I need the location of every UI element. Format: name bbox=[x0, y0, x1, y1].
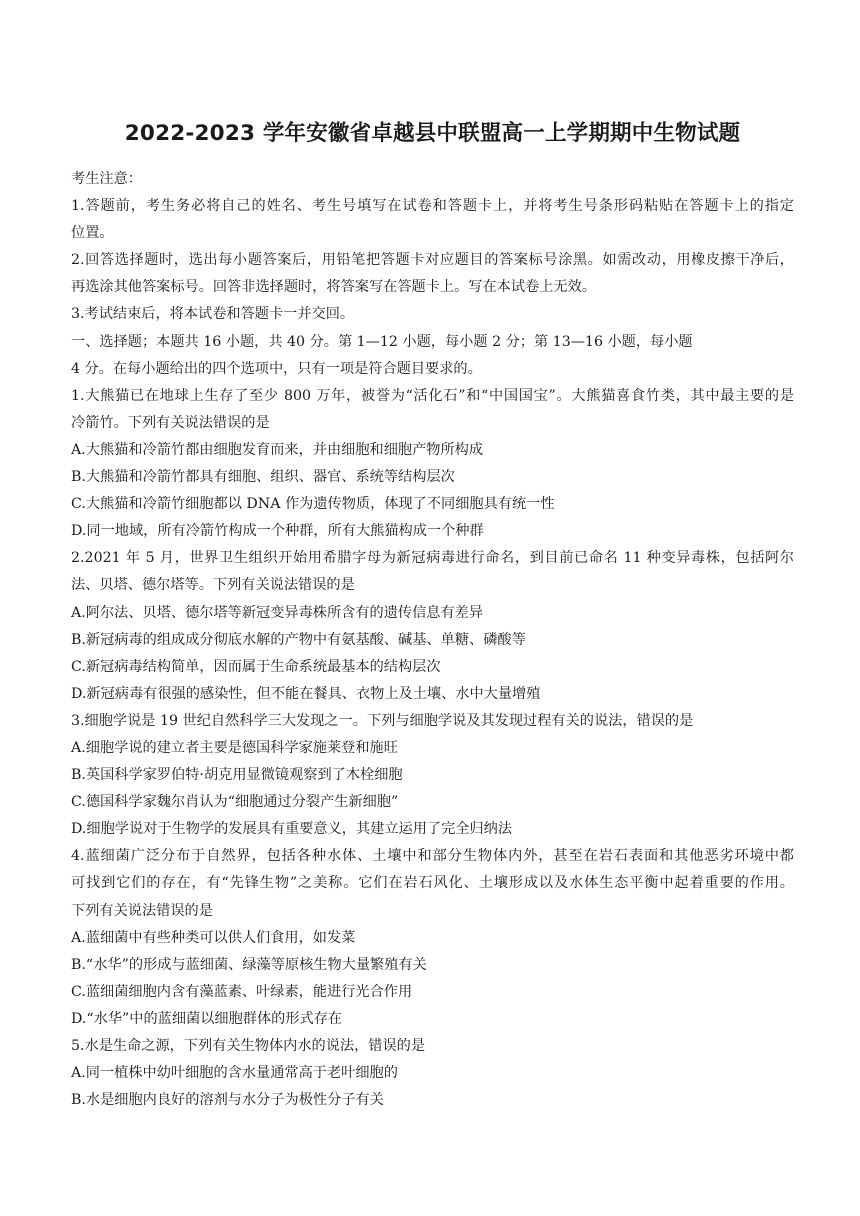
text-line: 3.细胞学说是 19 世纪自然科学三大发现之一。下列与细胞学说及其发现过程有关的说法，错误的是 bbox=[71, 712, 694, 729]
text-line: 1.答题前，考生务必将自己的姓名、考生号填写在试卷和答题卡上，并将考生号条形码粘贴在答题卡上的指定 bbox=[71, 198, 794, 215]
text-line: 3.考试结束后，将本试卷和答题卡一并交回。 bbox=[71, 306, 355, 323]
text-line: B.大熊猫和冷箭竹都具有细胞、组织、器官、系统等结构层次 bbox=[71, 469, 455, 486]
text-line: 位置。 bbox=[71, 225, 114, 242]
text-line: B.水是细胞内良好的溶剂与水分子为极性分子有关 bbox=[71, 1092, 384, 1109]
text-line: B.英国科学家罗伯特·胡克用显微镜观察到了木栓细胞 bbox=[71, 767, 403, 784]
text-line: D.同一地域，所有冷箭竹构成一个种群，所有大熊猫构成一个种群 bbox=[71, 523, 484, 540]
text-line: 4.蓝细菌广泛分布于自然界，包括各种水体、土壤中和部分生物体内外，甚至在岩石表面和其他恶劣环境中都 bbox=[71, 848, 794, 865]
text-line: 下列有关说法错误的是 bbox=[71, 902, 213, 919]
text-line: 一、选择题；本题共 16 小题，共 40 分。第 1—12 小题，每小题 2 分；第 13—16 小题，每小题 bbox=[71, 333, 693, 350]
text-line: 4 分。在每小题给出的四个选项中，只有一项是符合题目要求的。 bbox=[71, 360, 482, 377]
text-line: 冷箭竹。下列有关说法错误的是 bbox=[71, 414, 270, 431]
text-line: A.细胞学说的建立者主要是德国科学家施莱登和施旺 bbox=[71, 739, 398, 756]
text-line: C.新冠病毒结构简单，因而属于生命系统最基本的结构层次 bbox=[71, 658, 441, 675]
text-line: A.蓝细菌中有些种类可以供人们食用，如发菜 bbox=[71, 929, 356, 946]
text-line: D.细胞学说对于生物学的发展具有重要意义，其建立运用了完全归纳法 bbox=[71, 821, 513, 838]
text-line: 2.回答选择题时，选出每小题答案后，用铅笔把答题卡对应题目的答案标号涂黑。如需改动，用橡皮擦干净后， bbox=[71, 252, 794, 269]
text-line: 可找到它们的存在，有“先锋生物”之美称。它们在岩石风化、土壤形成以及水体生态平衡中起着重要的作用。 bbox=[71, 875, 794, 892]
exam-body bbox=[71, 166, 794, 1114]
text-line: D.“水华”中的蓝细菌以细胞群体的形式存在 bbox=[71, 1010, 343, 1027]
text-line: B.“水华”的形成与蓝细菌、绿藻等原核生物大量繁殖有关 bbox=[71, 956, 427, 973]
text-line: C.大熊猫和冷箭竹细胞都以 DNA 作为遗传物质，体现了不同细胞具有统一性 bbox=[71, 496, 555, 513]
text-line: 法、贝塔、德尔塔等。下列有关说法错误的是 bbox=[71, 577, 355, 594]
text-line: A.大熊猫和冷箭竹都由细胞发育而来，并由细胞和细胞产物所构成 bbox=[71, 441, 484, 458]
text-line: 再选涂其他答案标号。回答非选择题时，将答案写在答题卡上。写在本试卷上无效。 bbox=[71, 279, 596, 296]
text-line: 2.2021 年 5 月，世界卫生组织开始用希腊字母为新冠病毒进行命名，到目前已命名 11 种变异毒株，包括阿尔 bbox=[71, 550, 794, 567]
text-line: 1.大熊猫已在地球上生存了至少 800 万年，被誉为“活化石”和“中国国宝”。大熊猫喜食竹类，其中最主要的是 bbox=[71, 387, 794, 404]
exam-title: 2022-2023 学年安徽省卓越县中联盟高一上学期期中生物试题 bbox=[124, 121, 741, 146]
text-line: 考生注意： bbox=[71, 171, 142, 187]
text-line: B.新冠病毒的组成成分彻底水解的产物中有氨基酸、碱基、单糖、磷酸等 bbox=[71, 631, 526, 648]
text-line: D.新冠病毒有很强的感染性，但不能在餐具、衣物上及土壤、水中大量增殖 bbox=[71, 685, 541, 702]
text-line: 5.水是生命之源，下列有关生物体内水的说法，错误的是 bbox=[71, 1038, 426, 1054]
text-line: A.同一植株中幼叶细胞的含水量通常高于老叶细胞的 bbox=[71, 1065, 398, 1082]
text-line: C.蓝细菌细胞内含有藻蓝素、叶绿素，能进行光合作用 bbox=[71, 983, 413, 1000]
text-line: A.阿尔法、贝塔、德尔塔等新冠变异毒株所含有的遗传信息有差异 bbox=[71, 604, 484, 621]
text-line: C.德国科学家魏尔肖认为“细胞通过分裂产生新细胞” bbox=[71, 794, 399, 811]
